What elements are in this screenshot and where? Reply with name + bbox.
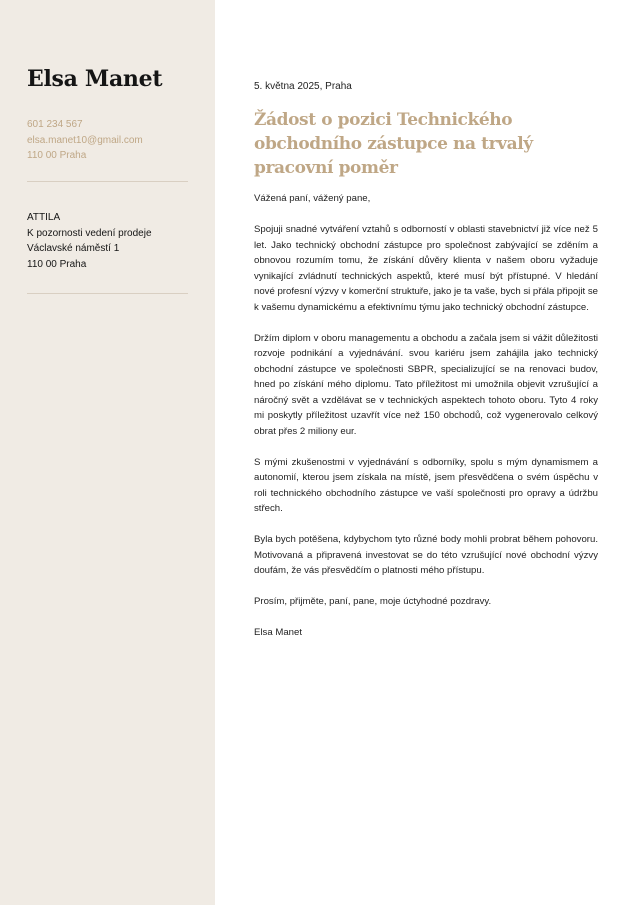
sender-name: Elsa Manet (27, 66, 163, 92)
letter-subject: Žádost o pozici Technického obchodního zástupce na trvalý pracovní poměr (254, 110, 533, 178)
recipient-street: Václavské náměstí 1 (27, 243, 120, 254)
letter-body (254, 191, 598, 656)
letter-paragraph: Byla bych potěšena, kdybychom tyto různé body mohli probrat během pohovoru. Motivovaná a připravená investovat se do této vzrušující nové obchodní výzvy doufám, že vás přesvědčím o platnosti mého přístupu. (254, 534, 598, 576)
letter-closing: Prosím, přijměte, paní, pane, moje úctyhodné pozdravy. (254, 596, 492, 607)
letter-signature: Elsa Manet (254, 627, 302, 638)
letter-paragraph: Držím diplom v oboru managementu a obchodu a začala jsem si vážit důležitosti rozvoje podnikání a vyjednávání. svou kariéru jsem zahájila jako technický obchodní zástupce ve společnosti SBPR, specializující se na renovaci budov, hned po získání mého diplomu. Tato příležitost mi umožnila objevit vzrušující a náročný svět a vzdělávat se v technických aspektech tohoto oboru. Tyto 4 roky mi poskytly příležitost uzavřít více než 150 obchodů, což vygenerovalo celkový obrat přes 2 miliony eur. (254, 332, 598, 437)
sidebar-divider-bottom (27, 293, 188, 294)
recipient-address (27, 210, 152, 272)
letter-paragraph: S mými zkušenostmi v vyjednávání s odborníky, spolu s mým dynamismem a autonomií, kterou jsem získala na místě, jsem přesvědčena o svém úspěchu v roli technického obchodního zástupce ve vaší společnosti pro opravy a údržbu střech. (254, 456, 598, 514)
recipient-company: ATTILA (27, 212, 61, 223)
sender-phone: 601 234 567 (27, 119, 83, 130)
sidebar-divider-top (27, 181, 188, 182)
recipient-city: 110 00 Praha (27, 258, 87, 270)
recipient-attention: K pozornosti vedení prodeje (27, 227, 152, 239)
sidebar (0, 0, 215, 905)
sender-contact (27, 117, 143, 164)
letter-paragraph: Spojuji snadné vytváření vztahů s odborností v oblasti stavebnictví již více než 5 let. Jako technický obchodní zástupce pro společnost zabývající se zděním a obnovou rozumím tomu, že získání důvěry klienta v našem oboru vyžaduje vynikající zvládnutí technických aspektů, které musí být přístupné. V hledání nové profesní výzvy v komerční struktuře, jako je ta vaše, bych si přála připojit se k vašemu dynamickému a efektivnímu týmu jako technický obchodní zástupce. (254, 224, 598, 313)
letter-date: 5. května 2025, Praha (254, 81, 352, 92)
sender-email: elsa.manet10@gmail.com (27, 134, 143, 146)
sender-city: 110 00 Praha (27, 150, 87, 161)
letter-salutation: Vážená paní, vážený pane, (254, 193, 371, 204)
